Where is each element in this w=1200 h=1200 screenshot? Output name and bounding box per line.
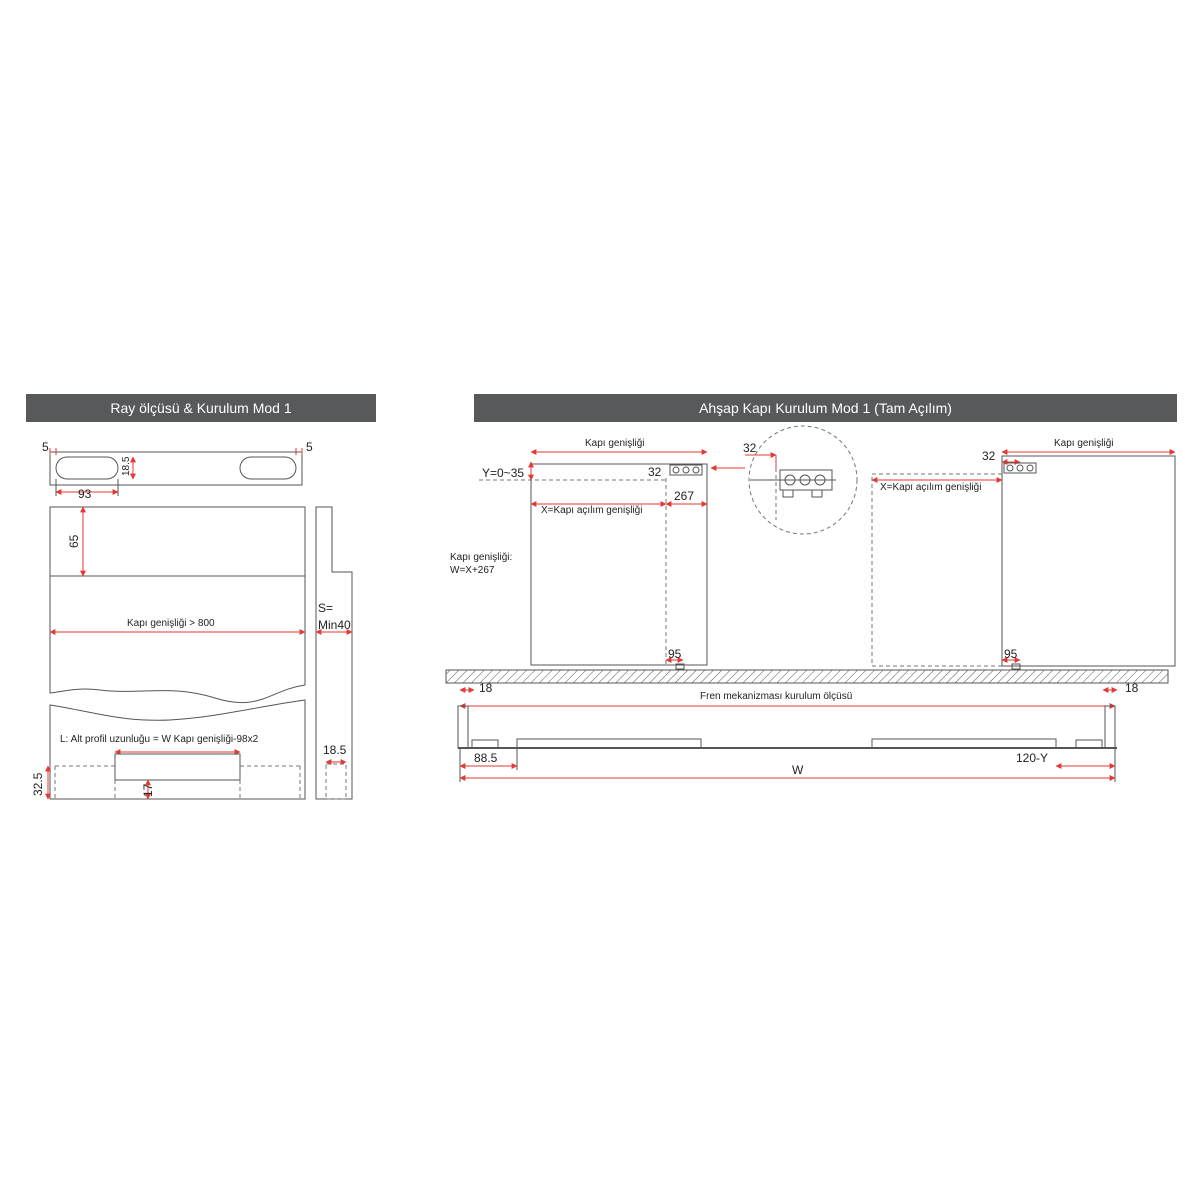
brake-mechanism-section bbox=[458, 690, 1117, 782]
roller-detail-icon bbox=[780, 470, 832, 497]
brake-mechanism-label: Fren mekanizması kurulum ölçüsü bbox=[700, 691, 853, 702]
dim-18-5-side: 18.5 bbox=[323, 743, 347, 757]
dim-18-5-slot: 18.5 bbox=[121, 456, 132, 476]
dim-32-a: 32 bbox=[648, 465, 662, 479]
dim-95-a: 95 bbox=[668, 647, 682, 661]
slot-right bbox=[240, 457, 296, 479]
dim-17: 17 bbox=[141, 783, 155, 797]
floor-hatch bbox=[446, 670, 1168, 683]
dim-93: 93 bbox=[78, 487, 92, 501]
dim-18-left: 18 bbox=[479, 681, 493, 695]
dim-5-left: 5 bbox=[42, 440, 49, 454]
dim-w: W bbox=[792, 763, 804, 777]
dim-32-b: 32 bbox=[982, 449, 996, 463]
dim-18-right: 18 bbox=[1125, 681, 1139, 695]
door-panel-front-view bbox=[50, 507, 305, 703]
s-label: S= bbox=[318, 601, 334, 615]
dim-32-5: 32.5 bbox=[31, 772, 45, 796]
slot-left bbox=[56, 457, 118, 479]
min40-label: Min40 bbox=[318, 618, 351, 632]
dim-95-b: 95 bbox=[1004, 647, 1018, 661]
roller-mechanism-right-icon bbox=[1004, 463, 1036, 473]
w-formula-line2: W=X+267 bbox=[450, 565, 495, 576]
bottom-profile-view bbox=[48, 700, 305, 799]
door-width-min-label: Kapı genişliği > 800 bbox=[127, 618, 215, 629]
door-closed-view bbox=[479, 452, 707, 669]
right-section-title: Ahşap Kapı Kurulum Mod 1 (Tam Açılım) bbox=[699, 400, 952, 416]
dim-32-detail: 32 bbox=[743, 441, 757, 455]
dim-120-y: 120-Y bbox=[1016, 751, 1049, 765]
dim-65: 65 bbox=[67, 534, 81, 548]
detail-magnifier bbox=[745, 426, 857, 534]
w-formula-line1: Kapı genişliği: bbox=[450, 552, 513, 563]
dim-267: 267 bbox=[674, 489, 695, 503]
door-width-label-right: Kapı genişliği bbox=[1054, 438, 1114, 449]
left-section-title: Ray ölçüsü & Kurulum Mod 1 bbox=[110, 400, 292, 416]
profile-length-label: L: Alt profil uzunluğu = W Kapı genişliği-98x2 bbox=[60, 734, 259, 745]
dim-88-5: 88.5 bbox=[474, 751, 498, 765]
roller-mechanism-icon bbox=[670, 465, 702, 475]
door-width-label-left: Kapı genişliği bbox=[585, 438, 645, 449]
opening-width-label-left: X=Kapı açılım genişliği bbox=[541, 505, 643, 516]
y-range-label: Y=0~35 bbox=[482, 466, 525, 480]
opening-width-label-right: X=Kapı açılım genişliği bbox=[880, 482, 982, 493]
dim-5-right: 5 bbox=[306, 440, 313, 454]
